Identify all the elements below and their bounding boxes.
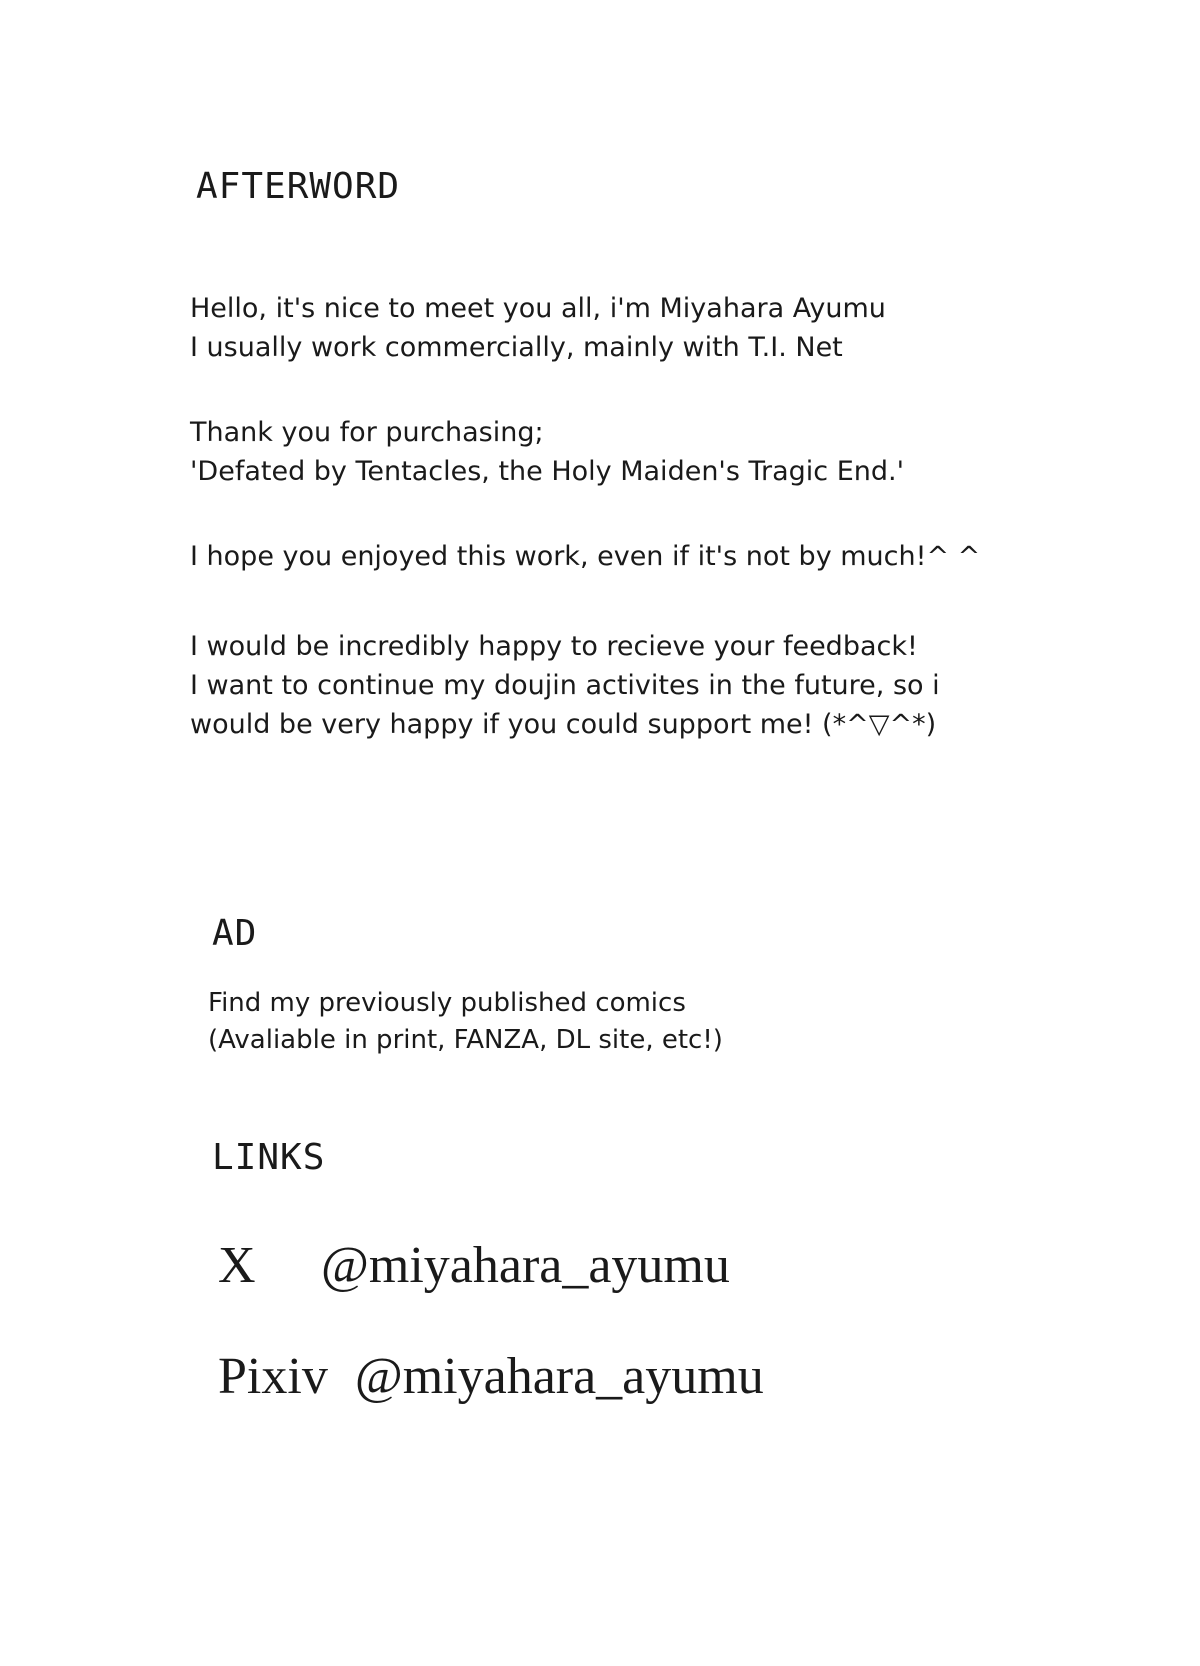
pixiv-link	[218, 1347, 764, 1406]
paragraph-line: 'Defated by Tentacles, the Holy Maiden's Tragic End.'	[190, 456, 905, 487]
feedback-paragraph	[190, 627, 940, 744]
paragraph-line: Thank you for purchasing;	[190, 417, 544, 448]
x-link	[218, 1236, 730, 1295]
pixiv-handle: @miyahara_ayumu	[354, 1348, 764, 1405]
x-platform-label: X	[218, 1237, 256, 1294]
paragraph-line: would be very happy if you could support me! (*^▽^*)	[190, 709, 937, 740]
paragraph-line: I hope you enjoyed this work, even if it's not by much!^ ^	[190, 541, 981, 572]
ad-line: Find my previously published comics	[208, 988, 686, 1018]
ad-heading: AD	[212, 913, 258, 954]
paragraph-line: I would be incredibly happy to recieve your feedback!	[190, 631, 918, 662]
pixiv-platform-label: Pixiv	[218, 1348, 328, 1405]
ad-description	[208, 985, 723, 1059]
afterword-heading: AFTERWORD	[196, 166, 401, 207]
ad-line: (Avaliable in print, FANZA, DL site, etc!)	[208, 1025, 723, 1055]
hope-paragraph	[190, 537, 980, 576]
paragraph-line: I want to continue my doujin activites in the future, so i	[190, 670, 940, 701]
links-heading: LINKS	[212, 1137, 326, 1178]
paragraph-line: Hello, it's nice to meet you all, i'm Miyahara Ayumu	[190, 293, 886, 324]
thanks-paragraph	[190, 413, 904, 491]
intro-paragraph	[190, 289, 886, 367]
x-handle: @miyahara_ayumu	[321, 1237, 730, 1294]
paragraph-line: I usually work commercially, mainly with T.I. Net	[190, 332, 843, 363]
